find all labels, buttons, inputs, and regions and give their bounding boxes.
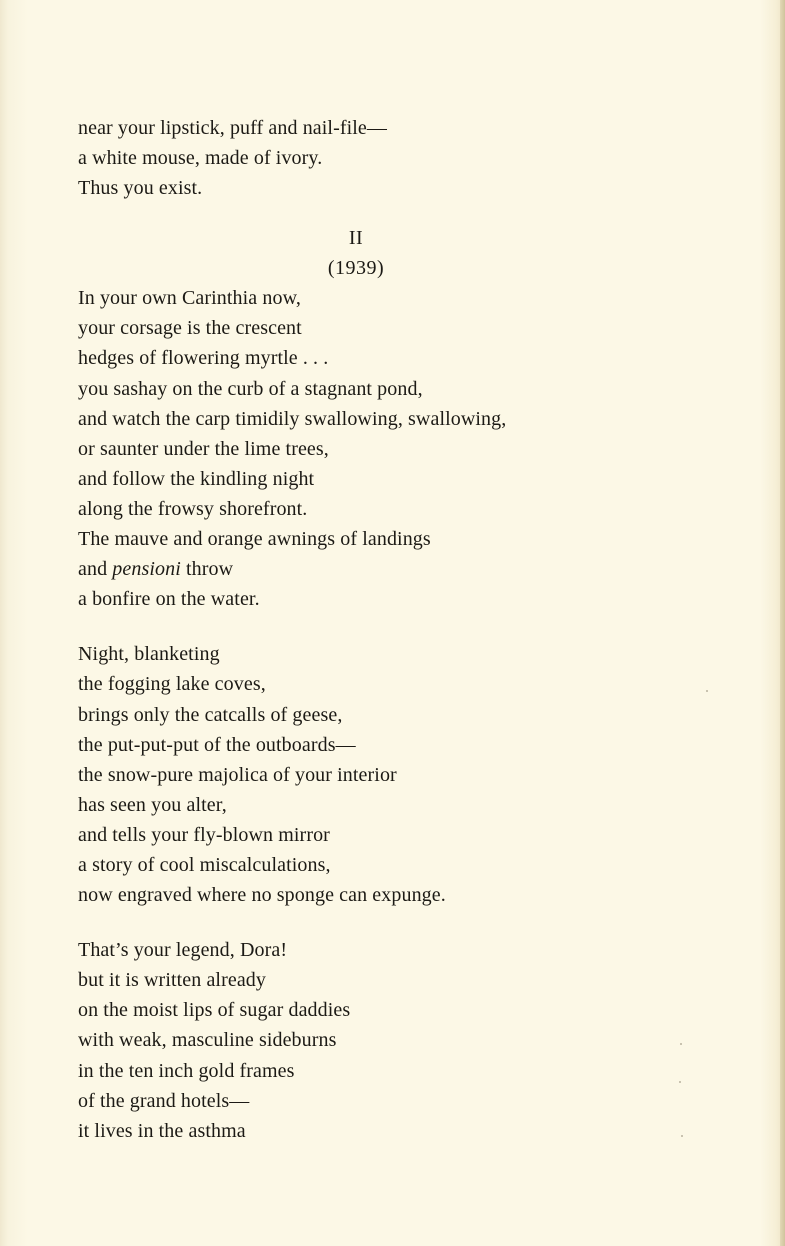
poem-line: the snow-pure majolica of your interior <box>78 763 397 786</box>
paper-speck <box>679 1081 681 1083</box>
poem-line: along the frowsy shorefront. <box>78 497 308 520</box>
poem-line: a story of cool miscalculations, <box>78 853 331 876</box>
poem-line: it lives in the asthma <box>78 1119 246 1142</box>
poem-line: brings only the catcalls of geese, <box>78 703 343 726</box>
stanza-3 <box>78 639 758 910</box>
poem-line: and watch the carp timidily swallowing, swallowing, <box>78 407 507 430</box>
line-text: and <box>78 558 113 581</box>
poem-line: or saunter under the lime trees, <box>78 437 329 460</box>
poem-line: In your own Carinthia now, <box>78 287 301 310</box>
poem-line: near your lipstick, puff and nail-file— <box>78 117 387 139</box>
stanza-1 <box>78 113 758 203</box>
poem-line: but it is written already <box>78 969 267 992</box>
poem-line: of the grand hotels— <box>78 1089 250 1112</box>
poem-line: on the moist lips of sugar daddies <box>78 999 351 1022</box>
poem-line: now engraved where no sponge can expunge. <box>78 884 446 907</box>
italic-word: pensioni <box>112 558 181 581</box>
poem-line: has seen you alter, <box>78 793 227 816</box>
paper-speck <box>706 690 708 692</box>
page-edge <box>780 0 785 1246</box>
poem-line: in the ten inch gold frames <box>78 1059 295 1082</box>
poem-text <box>78 113 758 1146</box>
poem-line: your corsage is the crescent <box>78 317 302 340</box>
poem-line: That’s your legend, Dora! <box>78 939 288 962</box>
poem-line: you sashay on the curb of a stagnant pond, <box>78 377 423 400</box>
poem-line: a white mouse, made of ivory. <box>78 147 323 170</box>
line-text: throw <box>180 558 234 581</box>
paper-speck <box>680 1043 682 1045</box>
section-number: II <box>348 227 364 250</box>
poem-line: and follow the kindling night <box>78 467 315 490</box>
paper-speck <box>681 1135 683 1137</box>
poem-line: hedges of flowering myrtle . . . <box>78 347 329 370</box>
poem-line: Thus you exist. <box>78 177 203 200</box>
stanza-2 <box>78 283 758 614</box>
poem-line: the put-put-put of the outboards— <box>78 733 356 756</box>
section-year: (1939) <box>327 257 385 280</box>
stanza-4 <box>78 935 758 1146</box>
poem-line: with weak, masculine sideburns <box>78 1029 337 1052</box>
poem-line: The mauve and orange awnings of landings <box>78 528 431 551</box>
poem-line-with-italic <box>78 554 758 584</box>
poem-line: the fogging lake coves, <box>78 673 266 696</box>
poem-line: Night, blanketing <box>78 643 220 666</box>
poem-line: a bonfire on the water. <box>78 588 260 611</box>
poem-line: and tells your fly-blown mirror <box>78 823 330 846</box>
